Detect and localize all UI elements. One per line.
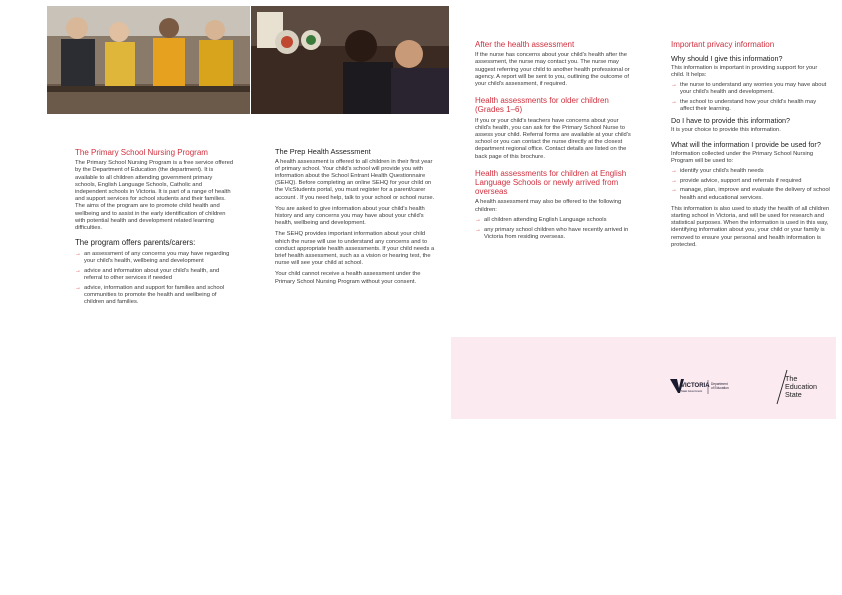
arrow-icon: → — [671, 168, 677, 175]
arrow-icon: → — [475, 216, 481, 223]
list-item: → advice, information and support for families and school communities to promote the health and wellbeing of children and families. — [75, 285, 225, 306]
nurse-with-child-photo — [251, 6, 449, 114]
privacy-column — [671, 40, 831, 253]
paragraph: This information is also used to study the health of all children starting school in Victoria, and will be used for research and statistical purposes. When the information is used in this way, identifying information about you, your child or your family is removed to ensure your personal and health information is protected. — [671, 205, 830, 248]
paragraph: If the nurse has concerns about your child's health after the assessment, the nurse may contact you. The nurse may suggest referring your child to another health professional or agency. A report will be sent to you, outlining the outcome of your child's assessment, if required. — [475, 52, 630, 88]
question-heading: What will the information I provide be used for? — [671, 140, 821, 150]
edu-state-line2: Education — [785, 382, 817, 391]
paragraph: The SEHQ provides important information about your child which the nurse will use to understand any concerns and to conduct appropriate health assessments. If your child needs a brief health assessment, such as a vision or hearing test, the nurse will see your child at school. — [275, 231, 435, 267]
paragraph: Information collected under the Primary School Nursing Program will be used to: — [671, 150, 814, 164]
list-item: → manage, plan, improve and evaluate the delivery of school health and educational services. — [671, 187, 830, 201]
section-title: Important privacy information — [671, 40, 775, 49]
list-item: → any primary school children who have recently arrived in Victoria from residing overseas. — [475, 226, 629, 240]
students-sitting-photo — [47, 6, 250, 114]
arrow-icon: → — [671, 82, 677, 89]
arrow-icon: → — [671, 187, 677, 194]
dept-line2: of Education — [711, 386, 729, 390]
list-item: → identify your child's health needs — [671, 168, 764, 175]
offers-list — [75, 251, 235, 306]
paragraph: The Primary School Nursing Program is a free service offered by the Department of Education (the department). It is available to all children attending government primary schools, English Language Schools, Catholic and independent schools in Victoria. It is part of a range of health and support services for school students and their families. The aims of the program are to promote child health and wellbeing and to assist in the early identification of children with potential health and development related learning difficulties. — [75, 160, 234, 232]
paragraph: Your child cannot receive a health assessment under the Primary School Nursing Program without your consent. — [275, 271, 421, 285]
list-item: → an assessment of any concerns you may have regarding your child's health, wellbeing and development — [75, 251, 230, 265]
victoria-sub: State Government — [681, 390, 703, 393]
section-title: Health assessments for older children (Grades 1–6) — [475, 96, 609, 115]
list-item: → advice and information about your child's health, and referral to other services if needed — [75, 268, 220, 282]
section-title: The Primary School Nursing Program — [75, 148, 208, 157]
list-item: → provide advice, support and referrals if required — [671, 177, 802, 184]
arrow-icon: → — [671, 99, 677, 106]
paragraph: It is your choice to provide this information. — [671, 126, 781, 133]
list-item: → the nurse to understand any worries you may have about your child's health and development. — [671, 82, 827, 96]
victoria-wordmark: VICTORIA — [681, 383, 710, 389]
section-title: The Prep Health Assessment — [275, 147, 371, 156]
paragraph: This information is important in providing support for your child. It helps: — [671, 64, 818, 78]
paragraph: If you or your child's teachers have concerns about your child's health, you can ask for the Primary School Nurse to assess your child. Referral forms are available at your child's school or you can contact the nurse directly at the closest department regional office. Contact details are listed on the back page of this brochure. — [475, 117, 631, 160]
arrow-icon: → — [475, 226, 481, 233]
paragraph: A health assessment may also be offered to the following children: — [475, 199, 622, 213]
els-list — [475, 217, 635, 241]
prep-assessment-column — [275, 148, 435, 290]
edu-state-line3: State — [785, 390, 802, 399]
arrow-icon: → — [75, 251, 81, 258]
education-state-logo — [776, 369, 826, 405]
list-item: → the school to understand how your child's health may affect their learning. — [671, 99, 817, 113]
nursing-program-column — [75, 148, 235, 311]
section-title: After the health assessment — [475, 40, 575, 49]
paragraph: A health assessment is offered to all children in their first year of primary school. Your child's school will provide you with information about the School Entrant Health Questionnaire (SEHQ). Before completing an online SEHQ for your child on the VicStudents portal, you must register for a parent/carer account . If you need help, talk to your school or school nurse. — [275, 158, 435, 201]
why-list — [671, 82, 831, 113]
list-item: → all children attending English Language schools — [475, 216, 607, 223]
usage-list — [671, 168, 831, 202]
section-title: Health assessments for children at English Language Schools or newly arrived from overseas — [475, 168, 627, 197]
assessments-column — [475, 40, 635, 245]
edu-state-line1: The — [785, 374, 798, 383]
section-subtitle: The program offers parents/carers: — [75, 238, 196, 248]
dept-line1: Department — [711, 382, 728, 386]
question-heading: Do I have to provide this information? — [671, 116, 791, 126]
arrow-icon: → — [75, 268, 81, 275]
paragraph: You are asked to give information about your child's health history and any concerns you may have about your child's health, wellbeing and development. — [275, 205, 425, 227]
victoria-logo — [670, 376, 740, 398]
question-heading: Why should I give this information? — [671, 54, 783, 64]
arrow-icon: → — [75, 285, 81, 292]
arrow-icon: → — [671, 177, 677, 184]
